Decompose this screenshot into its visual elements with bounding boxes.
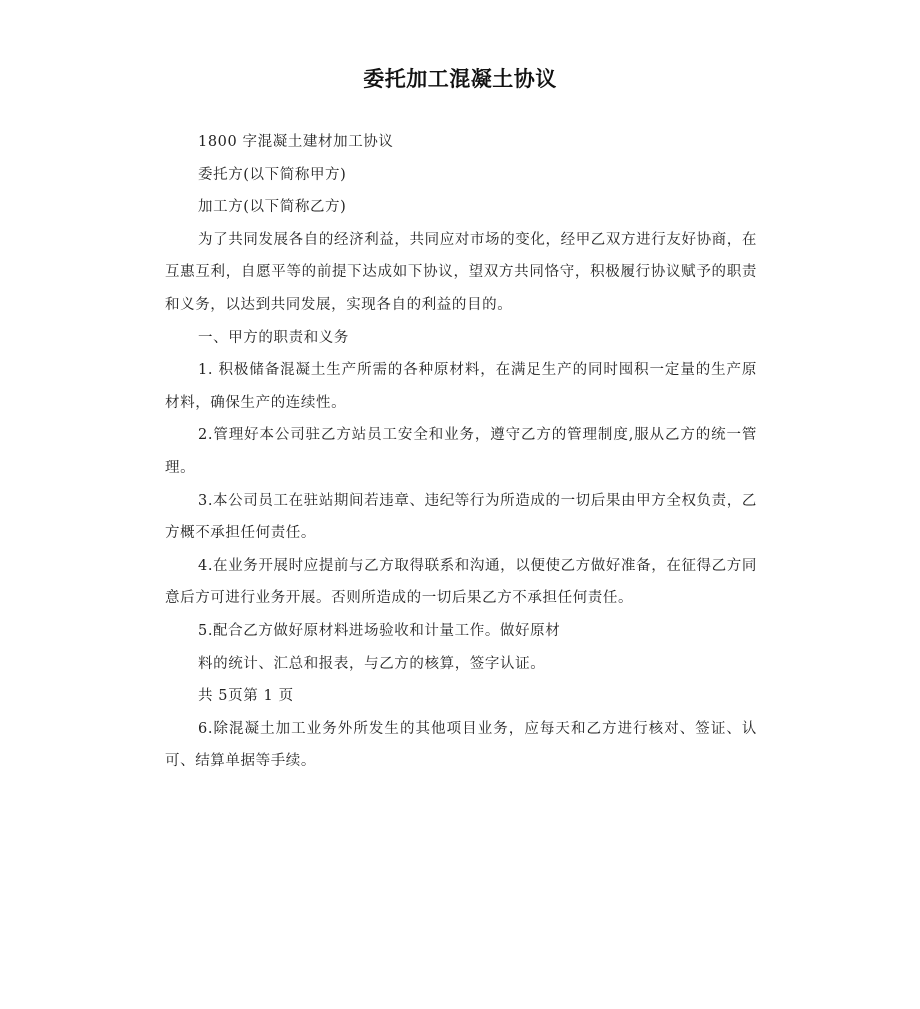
clause-1: 1. 积极储备混凝土生产所需的各种原材料，在满足生产的同时囤积一定量的生产原材料，确保生产的连续性。 bbox=[165, 362, 757, 411]
clause-2: 2.管理好本公司驻乙方站员工安全和业务，遵守乙方的管理制度,服从乙方的统一管理。 bbox=[165, 427, 757, 476]
clause-4: 4.在业务开展时应提前与乙方取得联系和沟通，以便使乙方做好准备，在征得乙方同意后方可进行业务开展。否则所造成的一切后果乙方不承担任何责任。 bbox=[165, 557, 757, 607]
clause-6: 6.除混凝土加工业务外所发生的其他项目业务，应每天和乙方进行核对、签证、认可、结算单据等手续。 bbox=[165, 720, 757, 770]
paragraph-subtitle: 1800 字混凝土建材加工协议 bbox=[198, 134, 394, 150]
document-title: 委托加工混凝土协议 bbox=[363, 67, 557, 91]
paragraph-processor: 加工方(以下简称乙方) bbox=[198, 199, 347, 216]
page-number: 共 5页第 1 页 bbox=[198, 688, 294, 705]
document-body bbox=[165, 126, 757, 778]
section-heading-party-a: 一、甲方的职责和义务 bbox=[198, 329, 349, 346]
paragraph-preamble: 为了共同发展各自的经济利益，共同应对市场的变化，经甲乙双方进行友好协商，在互惠互利，自愿平等的前提下达成如下协议，望双方共同恪守，积极履行协议赋予的职责和义务，以达到共同发展，实现各自的利益的目的。 bbox=[165, 231, 757, 313]
clause-5-line-2: 料的统计、汇总和报表，与乙方的核算，签字认证。 bbox=[198, 655, 546, 672]
clause-3: 3.本公司员工在驻站期间若违章、违纪等行为所造成的一切后果由甲方全权负责，乙方概不承担任何责任。 bbox=[165, 492, 757, 542]
paragraph-client: 委托方(以下简称甲方) bbox=[198, 166, 347, 183]
clause-5-line-1: 5.配合乙方做好原材料进场验收和计量工作。做好原材 bbox=[198, 622, 561, 639]
